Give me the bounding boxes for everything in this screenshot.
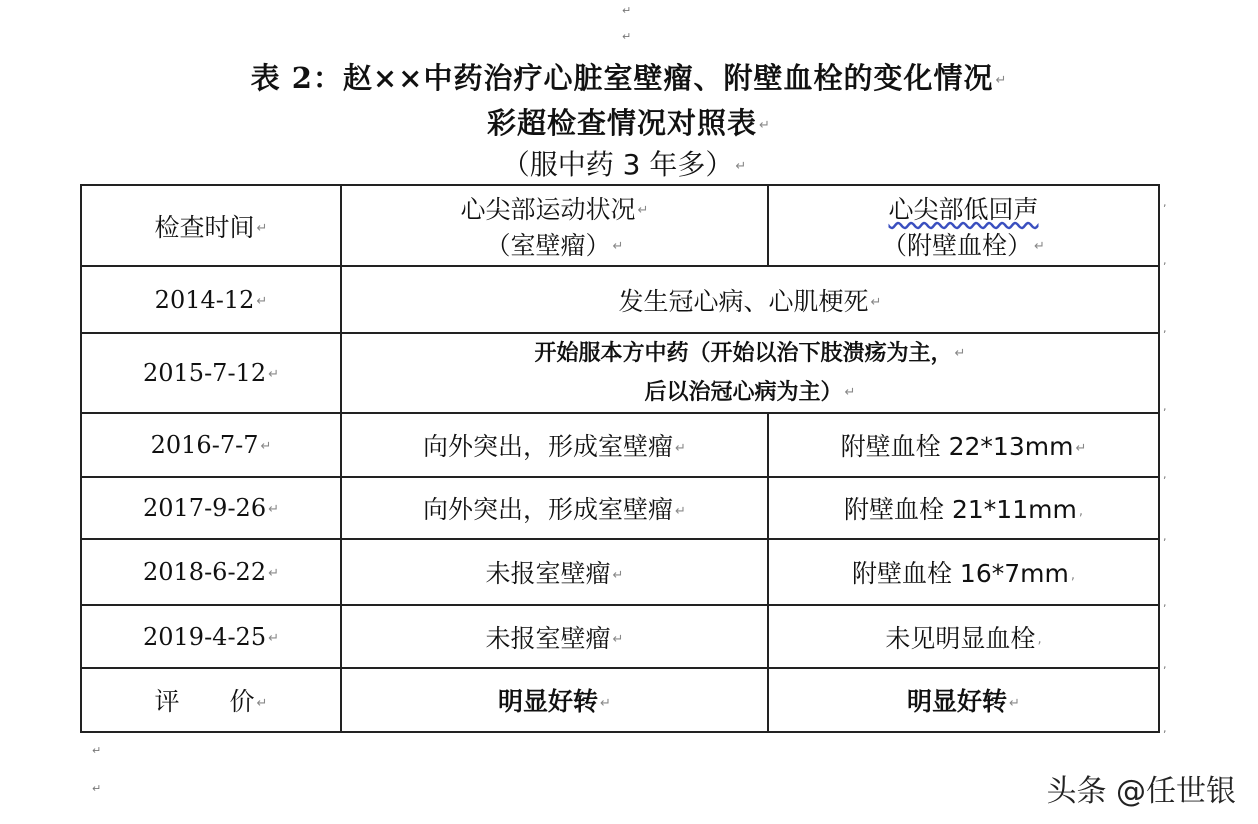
date-cell: 2019-4-25 ↵ [81, 605, 341, 668]
header-cell-apex-echo: 心尖部低回声 （附壁血栓） ↵ [768, 185, 1159, 266]
status-cell: 向外突出，形成室壁瘤 ↵ [341, 477, 768, 539]
table-row [81, 333, 1159, 413]
status-cell: 未报室壁瘤 ↵ [341, 539, 768, 605]
thrombus-cell: 附壁血栓 22*13mm ↵ [768, 413, 1159, 477]
merged-cell: 发生冠心病、心肌梗死 ↵ [341, 266, 1159, 333]
date-cell: 2016-7-7 ↵ [81, 413, 341, 477]
paragraph-mark: ↵ [92, 782, 102, 795]
watermark: 头条 @任世银 [1046, 774, 1236, 809]
status-cell: 向外突出，形成室壁瘤 ↵ [341, 413, 768, 477]
line-end-mark: , [1163, 722, 1167, 735]
line-end-mark: , [1163, 596, 1167, 609]
document-subtitle: 彩超检查情况对照表 ↵ [487, 106, 771, 140]
paragraph-mark: ↵ [622, 4, 632, 17]
thrombus-cell: 附壁血栓 21*11mm , [768, 477, 1159, 539]
echo-comparison-table [80, 184, 1160, 733]
table-footer-row [81, 668, 1159, 732]
thrombus-cell: 附壁血栓 16*7mm , [768, 539, 1159, 605]
line-end-mark: , [1163, 322, 1167, 335]
date-cell: 2014-12 ↵ [81, 266, 341, 333]
document-title: 表 2：赵××中药治疗心脏室壁瘤、附壁血栓的变化情况 ↵ [250, 61, 1008, 95]
date-cell: 2017-9-26 ↵ [81, 477, 341, 539]
line-end-mark: , [1163, 196, 1167, 209]
date-cell: 2015-7-12 ↵ [81, 333, 341, 413]
table-row [81, 477, 1159, 539]
thrombus-cell: 未见明显血栓 , [768, 605, 1159, 668]
table-row [81, 605, 1159, 668]
header-cell-time: 检查时间 ↵ [81, 185, 341, 266]
document-note: （服中药 3 年多） ↵ [501, 148, 747, 181]
line-end-mark: , [1163, 254, 1167, 267]
line-end-mark: , [1163, 400, 1167, 413]
header-cell-apex-motion: 心尖部运动状况 ↵ （室壁瘤） ↵ [341, 185, 768, 266]
date-cell: 2018-6-22 ↵ [81, 539, 341, 605]
evaluation-status: 明显好转 ↵ [341, 668, 768, 732]
paragraph-mark: ↵ [622, 30, 632, 43]
status-cell: 未报室壁瘤 ↵ [341, 605, 768, 668]
evaluation-thrombus: 明显好转 ↵ [768, 668, 1159, 732]
table-header-row [81, 185, 1159, 266]
merged-cell: 开始服本方中药（开始以治下肢溃疡为主， ↵ 后以治冠心病为主） ↵ [341, 333, 1159, 413]
line-end-mark: , [1163, 658, 1167, 671]
table-row [81, 539, 1159, 605]
line-end-mark: , [1163, 468, 1167, 481]
paragraph-mark: ↵ [92, 744, 102, 757]
table-row [81, 413, 1159, 477]
line-end-mark: , [1163, 530, 1167, 543]
evaluation-label: 评 价 ↵ [81, 668, 341, 732]
table-row [81, 266, 1159, 333]
